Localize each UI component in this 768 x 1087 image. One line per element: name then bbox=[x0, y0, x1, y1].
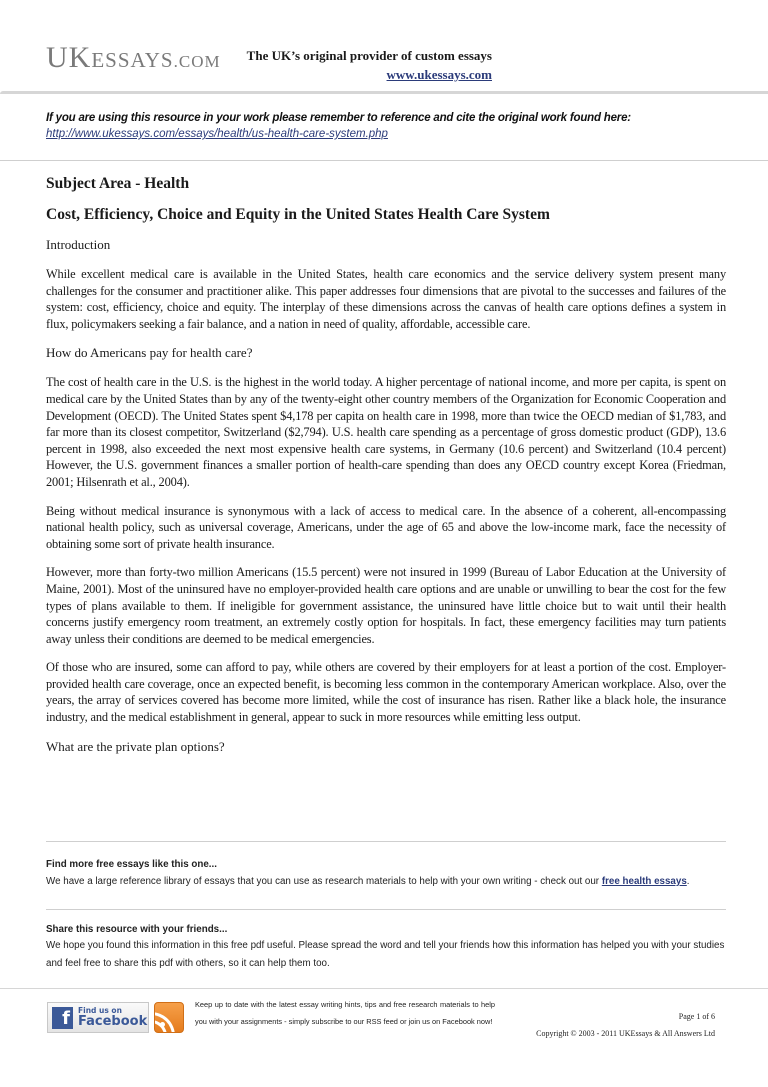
copyright-notice: Copyright © 2003 - 2011 UKEssays & All Answers Ltd bbox=[536, 1029, 715, 1038]
paragraph: Of those who are insured, some can afford to pay, while others are covered by their employers for at least a portion of the cost. Employer-provided health care coverage, once an expected benefit, is becoming less common in the contemporary American workplace. Also, over the years, the array of services covered has become more limited, while the cost of insurance has risen. Rather like a black hole, the insurance industry, and the medical establishment in general, appear to suck in more resources while emitting less output. bbox=[46, 660, 726, 725]
section-heading-introduction: Introduction bbox=[46, 237, 111, 252]
paragraph: However, more than forty-two million Americans (15.5 percent) were not insured in 1999 (Bureau of Labor Education at the University of Maine, 2001). Most of the uninsured have no employer-provided health care options and are unable or unwilling to bear the cost for the few types of plans available to them. If ineligible for government assistance, the uninsured have little choice but to wait until their health concerns justify emergency room treatment, an extremely costly option for hospitals. In fact, these emergency facilities may turn patients away unless their conditions are deemed to be medical emergencies. bbox=[46, 565, 726, 646]
site-link[interactable]: www.ukessays.com bbox=[386, 67, 492, 82]
header-divider bbox=[0, 91, 768, 94]
keep-up-to-date-text: Keep up to date with the latest essay writing hints, tips and free research materials to help you with your assignments - simply subscribe to our RSS feed or join us on Facebook now! bbox=[195, 1000, 495, 1026]
ukessays-logo[interactable] bbox=[46, 43, 221, 73]
more-essays-text-line bbox=[46, 873, 736, 890]
facebook-icon: f bbox=[52, 1007, 73, 1029]
citation-divider bbox=[0, 160, 768, 161]
paragraph: While excellent medical care is available in the United States, health care economics and the service delivery system present many challenges for the consumer and practitioner alike. This paper addresses four dimensions that are pivotal to the successes and failures of the system: cost, efficiency, choice and equity. The interplay of these dimensions across the canvas of health care options defines a system in flux, policymakers seeking a fair balance, and a nation in need of quality, affordable, accessible care. bbox=[46, 267, 726, 331]
citation-url-link[interactable]: http://www.ukessays.com/essays/health/us-health-care-system.php bbox=[46, 128, 388, 140]
logo-domain: .COM bbox=[173, 52, 221, 71]
share-text: We hope you found this information in this free pdf useful. Please spread the word and tell your friends how this information has helped you with your studies and feel free to share this pdf with others, so it can help them too. bbox=[46, 940, 725, 969]
citation-notice bbox=[46, 110, 726, 142]
footer-divider-3 bbox=[0, 988, 768, 989]
share-section bbox=[46, 922, 736, 973]
logo-letter-k: K bbox=[68, 41, 92, 74]
footer-divider-1 bbox=[46, 841, 726, 842]
more-essays-suffix: . bbox=[686, 876, 690, 887]
paragraph: Being without medical insurance is synonymous with a lack of access to medical care. In the absence of a coherent, all-encompassing national health policy, such as universal coverage, Americans, under the age of 65 and above the low-income mark, face the necessity of obtaining some sort of private health insurance. bbox=[46, 503, 726, 551]
find-us-on-facebook-button[interactable] bbox=[47, 1002, 149, 1033]
logo-letter-u: U bbox=[46, 41, 69, 74]
more-essays-section bbox=[46, 856, 736, 890]
more-essays-text: We have a large reference library of essays that you can use as research materials to help with your own writing - check out our bbox=[46, 876, 600, 887]
header-tagline: The UK’s original provider of custom essays bbox=[246, 48, 492, 63]
facebook-button-line1: Find us on bbox=[78, 1006, 122, 1015]
more-essays-heading: Find more free essays like this one... bbox=[46, 859, 217, 870]
header-tagline-block bbox=[247, 46, 492, 84]
page-header bbox=[0, 0, 768, 92]
citation-text: If you are using this resource in your work please remember to reference and cite the original work found here: bbox=[46, 112, 631, 124]
page-number: Page 1 of 6 bbox=[678, 1012, 715, 1021]
logo-essays: ESSAYS bbox=[91, 48, 174, 72]
share-heading: Share this resource with your friends... bbox=[46, 924, 228, 935]
facebook-button-line2: Facebook bbox=[78, 1014, 148, 1029]
rss-feed-button[interactable] bbox=[154, 1002, 184, 1033]
footer-divider-2 bbox=[46, 909, 726, 910]
free-health-essays-link[interactable]: free health essays bbox=[601, 876, 687, 887]
section-heading-payment: How do Americans pay for health care? bbox=[46, 345, 253, 361]
paragraph: The cost of health care in the U.S. is the highest in the world today. A higher percentage of national income, and more per capita, is spent on medical care by the United States than by any of the twenty-eight other country members of the Organization for Economic Cooperation and Development (OECD). The United States spent $4,178 per capita on health care in 1998, more than twice the OECD median of $1,783, and far more than its closest competitor, Switzerland ($2,794). U.S. health care spending as a percentage of gross domestic product (GDP), 13.6 percent in 1998, also exceeded the next most expensive health care systems, in Germany (10.6 percent) and Switzerland (10.4 percent) However, the U.S. government finances a smaller portion of health-care spending than does any OECD country except Korea (Friedman, 2001; Hilsenrath et al., 2004). bbox=[46, 375, 726, 489]
section-heading-private-plans: What are the private plan options? bbox=[46, 738, 225, 754]
subject-area-heading: Subject Area - Health bbox=[46, 175, 190, 192]
document-title: Cost, Efficiency, Choice and Equity in the United States Health Care System bbox=[46, 206, 550, 223]
document-body bbox=[46, 170, 726, 756]
